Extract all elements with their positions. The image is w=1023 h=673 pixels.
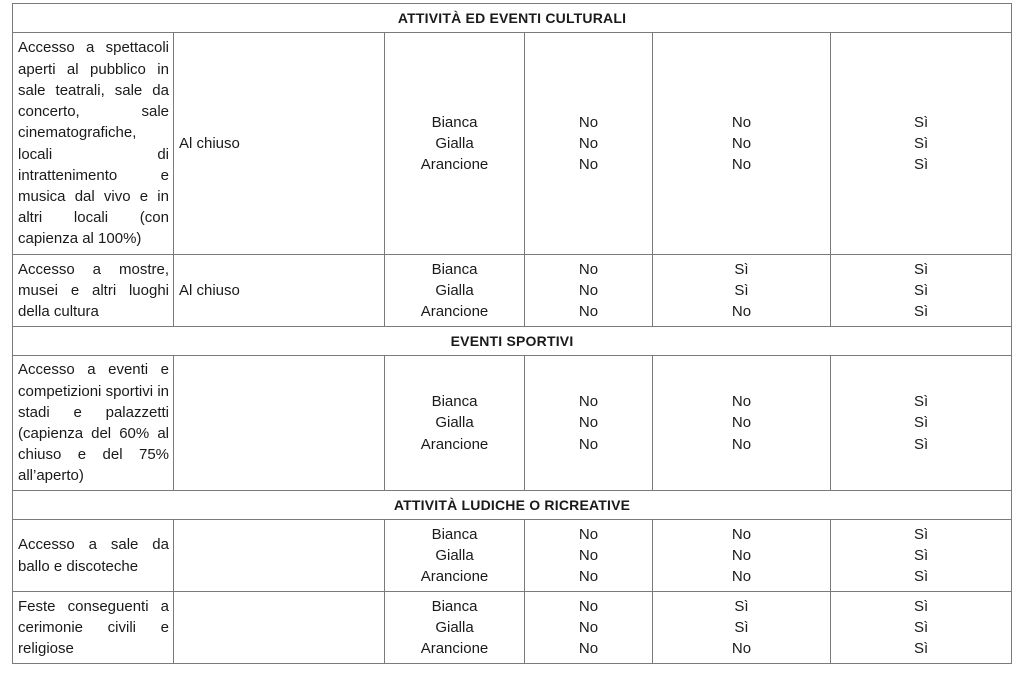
value-cell bbox=[831, 520, 1012, 592]
value-label: Sì bbox=[913, 435, 929, 453]
value-label: Sì bbox=[734, 597, 749, 615]
value-label: Sì bbox=[913, 156, 929, 174]
section-header-row bbox=[13, 4, 1012, 33]
value-label: Sì bbox=[913, 525, 929, 543]
place-cell: Al chiuso bbox=[174, 255, 385, 327]
value-label: No bbox=[731, 303, 752, 321]
value-cell bbox=[831, 255, 1012, 327]
zone-label: Arancione bbox=[420, 640, 489, 658]
zones-cell bbox=[385, 592, 525, 664]
value-label: No bbox=[578, 546, 599, 564]
value-label: No bbox=[578, 303, 599, 321]
value-label: Sì bbox=[913, 597, 929, 615]
value-label: No bbox=[731, 156, 752, 174]
value-label: No bbox=[578, 134, 599, 152]
value-label: Sì bbox=[734, 260, 749, 278]
value-cell bbox=[653, 255, 831, 327]
value-label: No bbox=[731, 640, 752, 658]
value-cell bbox=[525, 356, 653, 491]
value-cell bbox=[831, 356, 1012, 491]
value-label: Sì bbox=[913, 281, 929, 299]
value-cell bbox=[653, 356, 831, 491]
value-label: Sì bbox=[734, 618, 749, 636]
place-cell: Al chiuso bbox=[174, 33, 385, 255]
value-label: No bbox=[731, 568, 752, 586]
value-label: No bbox=[578, 640, 599, 658]
value-label: No bbox=[731, 393, 752, 411]
value-label: No bbox=[731, 113, 752, 131]
zone-label: Bianca bbox=[431, 597, 478, 615]
section-header-row bbox=[13, 491, 1012, 520]
zone-label: Arancione bbox=[420, 303, 489, 321]
zone-label: Bianca bbox=[431, 393, 478, 411]
zone-label: Gialla bbox=[435, 414, 474, 432]
value-label: Sì bbox=[913, 414, 929, 432]
table-row bbox=[13, 356, 1012, 491]
value-cell bbox=[653, 520, 831, 592]
value-label: Sì bbox=[913, 303, 929, 321]
value-label: No bbox=[578, 113, 599, 131]
value-label: Sì bbox=[913, 546, 929, 564]
zone-label: Arancione bbox=[420, 435, 489, 453]
place-cell bbox=[174, 592, 385, 664]
value-label: Sì bbox=[734, 281, 749, 299]
value-label: Sì bbox=[913, 640, 929, 658]
zones-cell bbox=[385, 255, 525, 327]
value-label: Sì bbox=[913, 393, 929, 411]
value-label: No bbox=[578, 414, 599, 432]
value-cell bbox=[653, 592, 831, 664]
section-header-row bbox=[13, 327, 1012, 356]
activity-cell: Accesso a mostre, musei e altri luoghi della cultura bbox=[13, 255, 174, 327]
activity-cell: Accesso a eventi e competizioni sportivi in stadi e palazzetti (capienza del 60% al chiuso e del 75% all’aperto) bbox=[13, 356, 174, 491]
activity-cell: Feste conseguenti a cerimonie civili e religiose bbox=[13, 592, 174, 664]
value-label: No bbox=[578, 568, 599, 586]
regulations-table bbox=[12, 3, 1012, 664]
value-label: Sì bbox=[913, 618, 929, 636]
value-label: Sì bbox=[913, 260, 929, 278]
activity-cell: Accesso a spettacoli aperti al pubblico in sale teatrali, sale da concerto, sale cinematografiche, locali di intrattenimento e musica dal vivo e in altri locali (con capienza al 100%) bbox=[13, 33, 174, 255]
section-title: EVENTI SPORTIVI bbox=[13, 327, 1012, 356]
section-title: ATTIVITÀ ED EVENTI CULTURALI bbox=[13, 4, 1012, 33]
value-label: No bbox=[731, 134, 752, 152]
zone-label: Bianca bbox=[431, 113, 478, 131]
value-label: No bbox=[578, 525, 599, 543]
place-cell bbox=[174, 520, 385, 592]
value-cell bbox=[525, 255, 653, 327]
zone-label: Gialla bbox=[435, 546, 474, 564]
value-cell bbox=[653, 33, 831, 255]
zones-cell bbox=[385, 520, 525, 592]
value-label: No bbox=[731, 414, 752, 432]
zone-label: Gialla bbox=[435, 281, 474, 299]
value-label: Sì bbox=[913, 134, 929, 152]
table-row bbox=[13, 520, 1012, 592]
zones-cell bbox=[385, 33, 525, 255]
value-label: No bbox=[578, 281, 599, 299]
section-title: ATTIVITÀ LUDICHE O RICREATIVE bbox=[13, 491, 1012, 520]
value-label: No bbox=[578, 156, 599, 174]
value-label: Sì bbox=[913, 568, 929, 586]
table-row bbox=[13, 255, 1012, 327]
value-label: No bbox=[731, 435, 752, 453]
value-label: No bbox=[578, 393, 599, 411]
zone-label: Arancione bbox=[420, 568, 489, 586]
value-cell bbox=[831, 592, 1012, 664]
value-label: Sì bbox=[913, 113, 929, 131]
table-row bbox=[13, 592, 1012, 664]
zones-cell bbox=[385, 356, 525, 491]
value-label: No bbox=[578, 618, 599, 636]
place-cell bbox=[174, 356, 385, 491]
value-cell bbox=[525, 33, 653, 255]
zone-label: Gialla bbox=[435, 618, 474, 636]
zone-label: Bianca bbox=[431, 260, 478, 278]
value-label: No bbox=[578, 260, 599, 278]
table-row bbox=[13, 33, 1012, 255]
value-cell bbox=[525, 520, 653, 592]
zone-label: Arancione bbox=[420, 156, 489, 174]
value-label: No bbox=[731, 546, 752, 564]
value-cell bbox=[831, 33, 1012, 255]
value-label: No bbox=[578, 435, 599, 453]
zone-label: Gialla bbox=[435, 134, 474, 152]
value-cell bbox=[525, 592, 653, 664]
value-label: No bbox=[731, 525, 752, 543]
zone-label: Bianca bbox=[431, 525, 478, 543]
activity-cell: Accesso a sale da ballo e discoteche bbox=[13, 520, 174, 592]
value-label: No bbox=[578, 597, 599, 615]
